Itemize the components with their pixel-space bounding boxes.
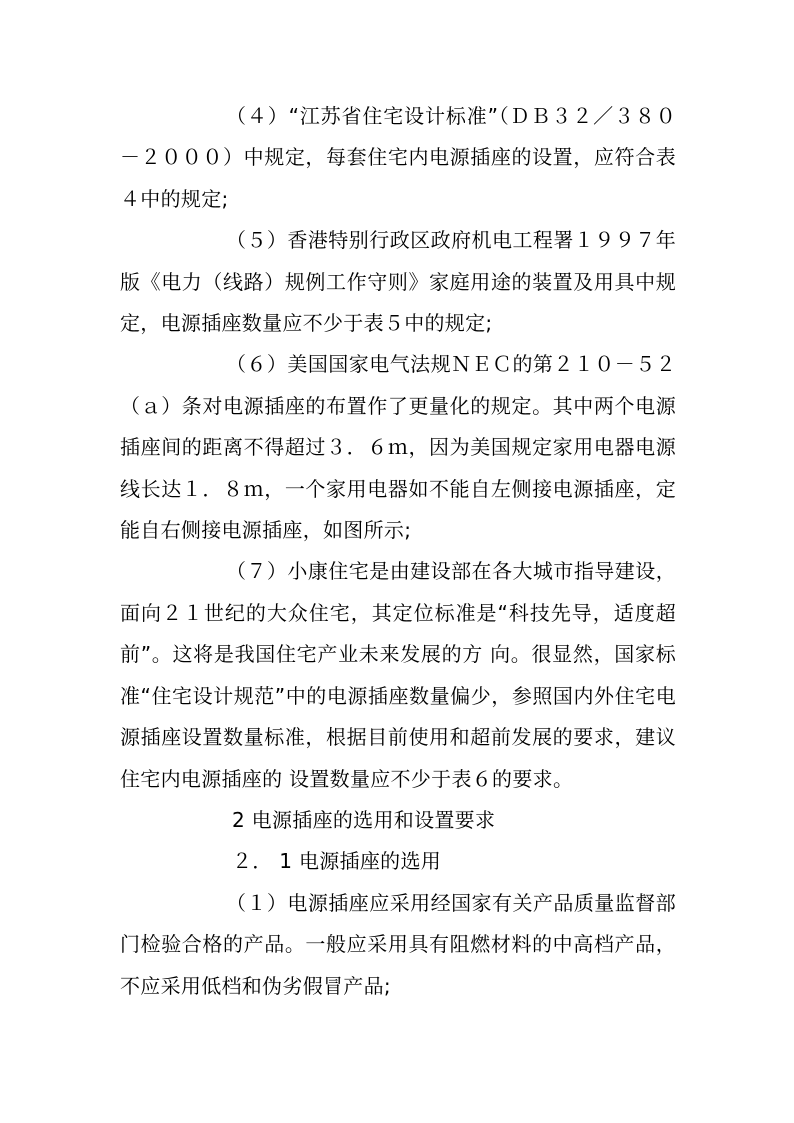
- paragraph-item-6: （６）美国国家电气法规ＮＥＣ的第２１０－５２（ａ）条对电源插座的布置作了更量化的规定。其中两个电源插座间的距离不得超过３．６ｍ，因为美国规定家用电器电源线长达１．８ｍ，一个家用电器如不能自左侧接电源插座，定能自右侧接电源插座，如图所示;: [120, 352, 676, 543]
- paragraph-item-1: （１）电源插座应采用经国家有关产品质量监督部门检验合格的产品。一般应采用具有阻燃材料的中高档产品，不应采用低档和伪劣假冒产品;: [120, 890, 676, 998]
- section-heading: 2 电源插座的选用和设置要求: [232, 807, 496, 832]
- paragraph-item-5: （５）香港特别行政区政府机电工程署１９９７年版《电力（线路）规例工作守则》家庭用途的装置及用具中规定，电源插座数量应不少于表５中的规定;: [120, 228, 676, 336]
- paragraph-item-7: （７）小康住宅是由建设部在各大城市指导建设，面向２１世纪的大众住宅，其定位标准是“科技先导，适度超前”。这将是我国住宅产业未来发展的方 向。很显然，国家标准“住宅设计规范”中的电源插座数量偏少，参照国内外住宅电源插座设置数量标准，根据目前使用和超前发展的要求，建议住宅内电源插座的 设置数量应不少于表６的要求。: [120, 559, 676, 791]
- paragraph-item-4: （４）“江苏省住宅设计标准”（ＤＢ３２／３８０－２０００）中规定，每套住宅内电源插座的设置，应符合表４中的规定;: [120, 104, 676, 211]
- body-text: [120, 96, 676, 1007]
- subsection-heading: ２． 1 电源插座的选用: [232, 849, 442, 874]
